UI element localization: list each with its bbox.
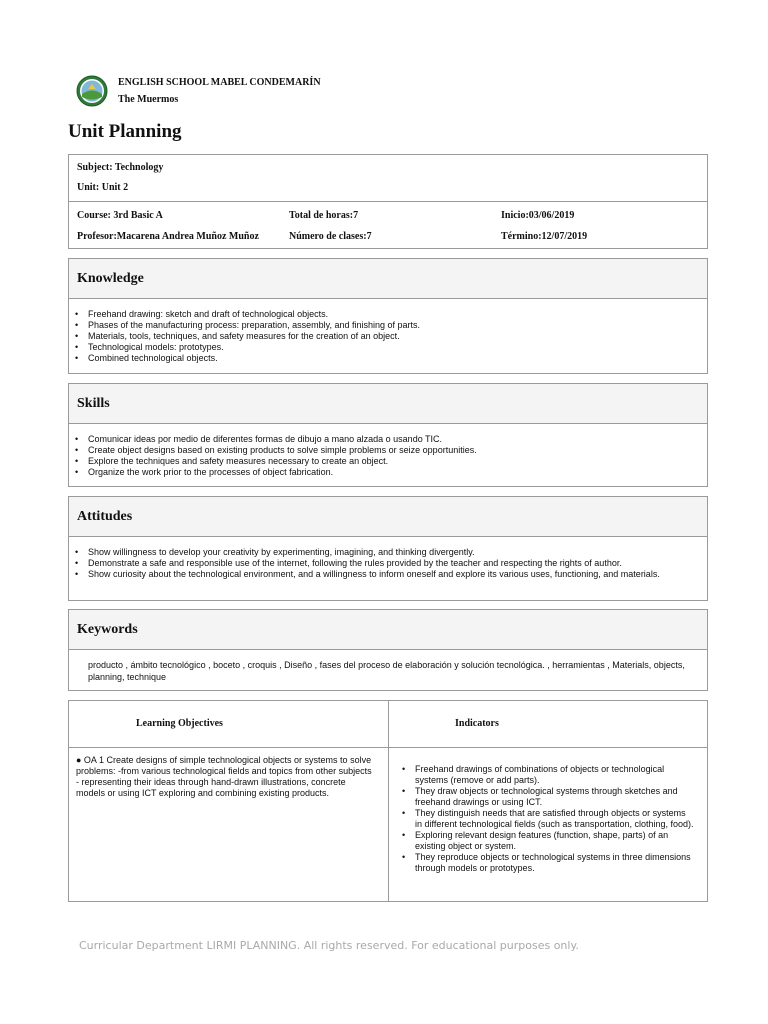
info-top: [69, 155, 707, 202]
attitudes-body: [69, 537, 707, 580]
skills-header: [69, 384, 707, 424]
skills-title: Skills: [77, 395, 110, 411]
knowledge-title: Knowledge: [77, 270, 144, 286]
school-header: [76, 74, 321, 108]
knowledge-body: [69, 299, 707, 364]
unit-label: Unit: Unit 2: [77, 182, 129, 193]
keywords-section: [68, 609, 708, 691]
table-divider: [388, 701, 389, 901]
list-item: • Freehand drawings of combinations of objects or technological systems (remove or add parts).: [415, 764, 695, 786]
knowledge-section: [68, 258, 708, 374]
objectives-table: [68, 700, 708, 902]
start-date-label: Inicio:03/06/2019: [501, 210, 575, 221]
unit-info-box: [68, 154, 708, 249]
school-text: [118, 76, 321, 107]
list-item: • They draw objects or technological systems through sketches and freehand drawings or using ICT.: [415, 786, 695, 808]
info-grid: [69, 202, 707, 249]
indicators-list: [415, 764, 695, 874]
list-item: • Exploring relevant design features (function, shape, parts) of an existing object or system.: [415, 830, 695, 852]
list-item: • They distinguish needs that are satisfied through objects or systems in different technological fields (such as transportation, clothing, food).: [415, 808, 695, 830]
knowledge-header: [69, 259, 707, 299]
list-item: • Show willingness to develop your creativity by experimenting, imagining, and thinking divergently.: [88, 547, 647, 558]
attitudes-section: [68, 496, 708, 601]
knowledge-list: [88, 309, 699, 364]
list-item: • Materials, tools, techniques, and safety measures for the creation of an object.: [88, 331, 699, 342]
total-hours-label: Total de horas:7: [289, 210, 359, 221]
list-item: • Technological models: prototypes.: [88, 342, 699, 353]
list-item: • Organize the work prior to the processes of object fabrication.: [88, 467, 699, 478]
keywords-header: [69, 610, 707, 650]
page-title: Unit Planning: [68, 121, 182, 142]
learning-objective-text: ● OA 1 Create designs of simple technological objects or systems to solve problems: -from various technological fields and topics from other subjects - representing their ideas through hand-drawn illustrations, concrete models or using ICT exploring and combining existing products.: [76, 755, 372, 798]
corner-mark: `: [8, 28, 10, 33]
list-item: • Phases of the manufacturing process: preparation, assembly, and finishing of parts.: [88, 320, 699, 331]
school-logo-icon: [76, 75, 108, 107]
list-item: • Show curiosity about the technological environment, and a willingness to inform oneself and explore its various uses, functioning, and materials.: [88, 569, 707, 580]
keywords-title: Keywords: [77, 621, 138, 637]
attitudes-list: [88, 547, 660, 580]
list-item: • Create object designs based on existing products to solve simple problems or seize opportunities.: [88, 445, 699, 456]
learning-objectives-header: Learning Objectives: [136, 718, 223, 729]
keywords-text: producto , ámbito tecnológico , boceto , croquis , Diseño , fases del proceso de elaboración y solución tecnológica. , herramientas , Materials, objects, planning, technique: [88, 660, 685, 682]
school-subtitle: The Muermos: [118, 93, 179, 105]
end-date-label: Término:12/07/2019: [501, 231, 588, 242]
list-item: • Demonstrate a safe and responsible use of the internet, following the rules provided by the teacher and respecting the rights of author.: [88, 558, 647, 569]
list-item: • Freehand drawing: sketch and draft of technological objects.: [88, 309, 699, 320]
footer-text: Curricular Department LIRMI PLANNING. All rights reserved. For educational purposes only.: [79, 939, 579, 952]
school-name: ENGLISH SCHOOL MABEL CONDEMARÍN: [118, 76, 321, 88]
teacher-label: Profesor:Macarena Andrea Muñoz Muñoz: [77, 231, 259, 242]
skills-body: [69, 424, 707, 478]
list-item: • They reproduce objects or technological systems in three dimensions through models or prototypes.: [415, 852, 695, 874]
table-header-divider: [69, 747, 707, 748]
indicators-header: Indicators: [455, 718, 499, 729]
classes-count-label: Número de clases:7: [289, 231, 372, 242]
attitudes-title: Attitudes: [77, 508, 133, 524]
list-item: • Comunicar ideas por medio de diferentes formas de dibujo a mano alzada o usando TIC.: [88, 434, 699, 445]
list-item: • Combined technological objects.: [88, 353, 699, 364]
skills-section: [68, 383, 708, 487]
list-item: • Explore the techniques and safety measures necessary to create an object.: [88, 456, 699, 467]
subject-label: Subject: Technology: [77, 162, 164, 173]
indicators-cell: [415, 764, 695, 874]
attitudes-header: [69, 497, 707, 537]
skills-list: [88, 434, 699, 478]
course-label: Course: 3rd Basic A: [77, 210, 163, 221]
